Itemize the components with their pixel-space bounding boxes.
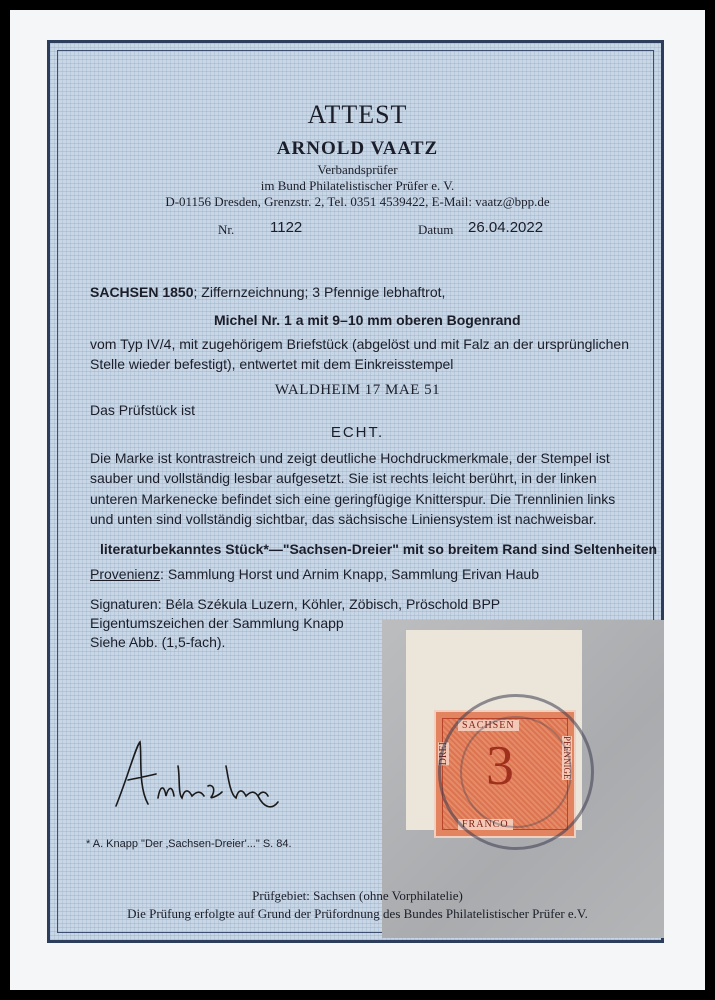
provenance-label: Provenienz — [90, 566, 161, 582]
examiner-address: D-01156 Dresden, Grenzstr. 2, Tel. 0351 4539422, E-Mail: vaatz@bpp.de — [165, 194, 550, 209]
ownership-line: Eigentumszeichen der Sammlung Knapp — [90, 615, 344, 631]
footer-scope: Prüfgebiet: Sachsen (ohne Vorphilatelie) — [252, 888, 463, 903]
stamp-top-text: SACHSEN — [458, 720, 519, 731]
body-line-2: Michel Nr. 1 a mit 9–10 mm oberen Bogenrand — [214, 312, 521, 328]
description-line-1: Die Marke ist kontrastreich und zeigt deutliche Hochdruckmerkmale, der Stempel ist — [90, 450, 610, 466]
signature-image — [108, 736, 298, 816]
stamp-numeral: 3 — [486, 735, 514, 797]
signatures-line: Signaturen: Béla Székula Luzern, Köhler, Zöbisch, Pröschold BPP — [90, 596, 501, 612]
description-line-2: sauber und vollständig lesbar aufgesetzt. Sie ist rechts leicht berührt, in der linken — [90, 470, 597, 486]
stamp-left-text: DREI — [438, 742, 449, 766]
provenance-line — [90, 566, 539, 582]
literature-note: literaturbekanntes Stück*—"Sachsen-Dreier" mit so breitem Rand sind Seltenheiten — [100, 541, 658, 557]
date-label: Datum — [418, 222, 454, 237]
number-label: Nr. — [218, 222, 235, 237]
stamp-right-text: PFENNIGE — [562, 736, 572, 780]
description-line-4: und unten sind vollständig sichtbar, das sächsische Liniensystem ist nachweisbar. — [90, 511, 597, 527]
certificate-number: 1122 — [270, 219, 303, 236]
body-line-1-rest: ; Ziffernzeichnung; 3 Pfennige lebhaftrot, — [193, 284, 446, 300]
postmark-text: WALDHEIM 17 MAE 51 — [274, 382, 441, 398]
certificate-title: ATTEST — [307, 100, 408, 129]
description-line-3: unteren Markenecke befindet sich eine geringfügige Knitterspur. Die Trennlinien links — [90, 491, 616, 507]
certificate-date: 26.04.2022 — [468, 219, 544, 236]
body-line-4: Stelle wieder befestigt), entwertet mit dem Einkreisstempel — [90, 356, 454, 372]
stamp-bottom-text: FRANCO — [458, 819, 513, 830]
examiner-role: Verbandsprüfer — [317, 162, 398, 177]
footer-rules: Die Prüfung erfolgte auf Grund der Prüfordnung des Bundes Philatelistischer Prüfer e.V. — [127, 906, 588, 921]
examiner-name: ARNOLD VAATZ — [276, 138, 439, 159]
body-line-1 — [90, 284, 445, 300]
verdict: ECHT. — [330, 424, 385, 441]
footnote: * A. Knapp "Der ‚Sachsen-Dreier'..." S. 84. — [86, 838, 292, 850]
postmark-inner-circle — [460, 716, 572, 828]
pruef-intro: Das Prüfstück ist — [90, 402, 196, 418]
examiner-association: im Bund Philatelistischer Prüfer e. V. — [260, 178, 455, 193]
body-line-1-bold: SACHSEN 1850 — [90, 284, 194, 300]
provenance-text: : Sammlung Horst und Arnim Knapp, Sammlung Erivan Haub — [160, 566, 540, 582]
body-line-3: vom Typ IV/4, mit zugehörigem Briefstück (abgelöst und mit Falz an der ursprünglichen — [90, 336, 629, 352]
see-image-line: Siehe Abb. (1,5-fach). — [90, 634, 226, 650]
